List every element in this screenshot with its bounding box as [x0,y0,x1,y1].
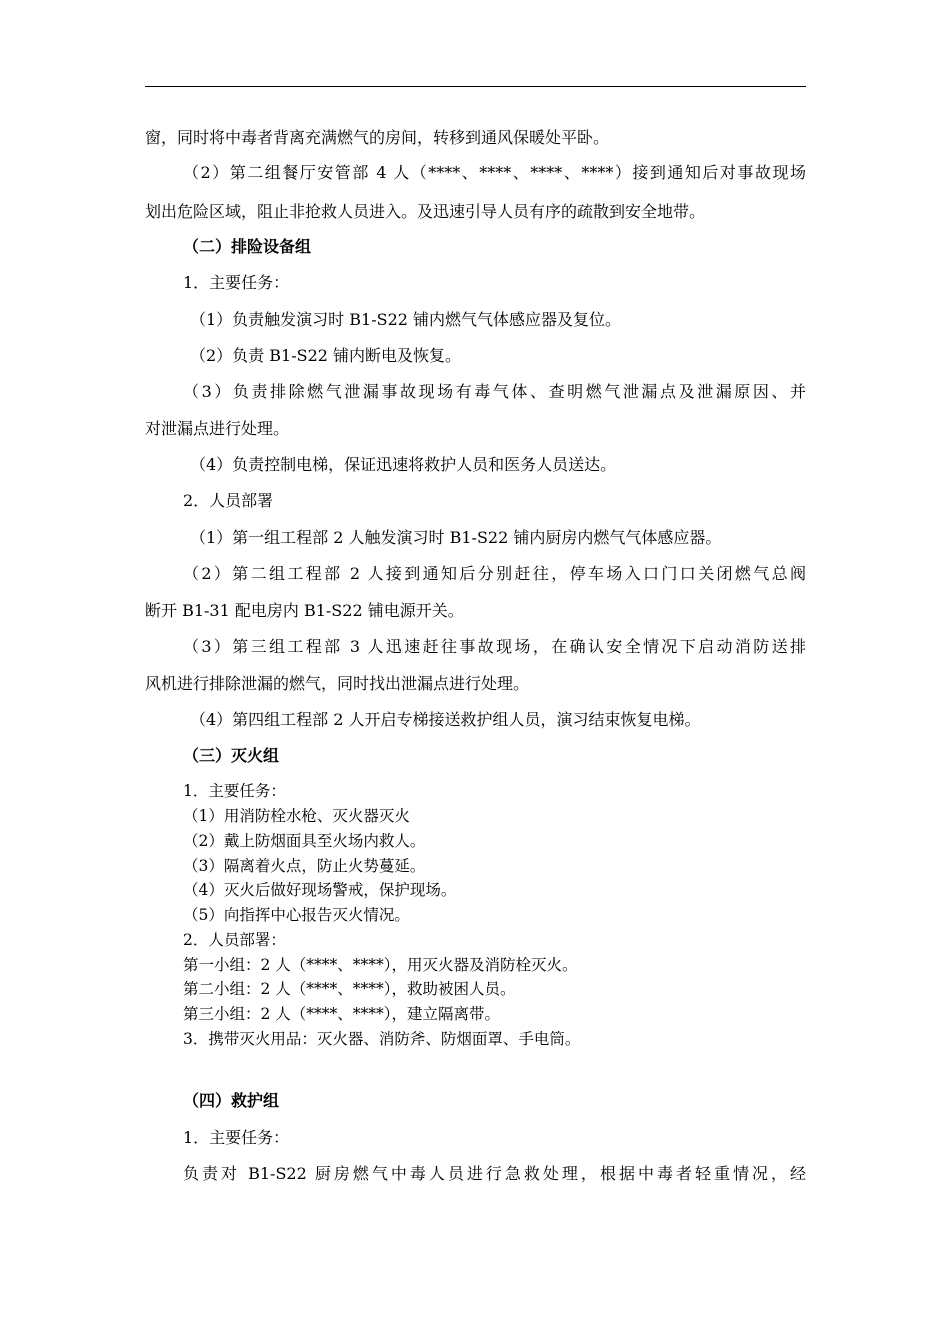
paragraph-line: 1．主要任务： [183,782,286,800]
paragraph-line: （4）第四组工程部 2 人开启专梯接送救护组人员，演习结束恢复电梯。 [190,710,701,729]
paragraph-line: （2）负责 B1-S22 铺内断电及恢复。 [190,346,462,365]
paragraph-line: （4）负责控制电梯，保证迅速将救护人员和医务人员送达。 [190,455,617,474]
paragraph-line: 2．人员部署 [183,491,274,510]
paragraph-line: （5）向指挥中心报告灭火情况。 [183,906,410,924]
paragraph-line: 第一小组：2 人（****、****），用灭火器及消防栓灭火。 [183,956,578,974]
paragraph-line: 3．携带灭火用品：灭火器、消防斧、防烟面罩、手电筒。 [183,1030,581,1048]
paragraph-line: 对泄漏点进行处理。 [145,419,290,438]
paragraph-line: （1）第一组工程部 2 人触发演习时 B1-S22 铺内厨房内燃气气体感应器。 [190,528,722,547]
paragraph-line: （3）负责排除燃气泄漏事故现场有毒气体、查明燃气泄漏点及泄漏原因、并 [183,382,806,401]
paragraph-line: 负责对 B1-S22 厨房燃气中毒人员进行急救处理，根据中毒者轻重情况，经 [183,1164,806,1183]
paragraph-line: 风机进行排除泄漏的燃气，同时找出泄漏点进行处理。 [145,674,530,693]
paragraph-line: （2）戴上防烟面具至火场内救人。 [183,832,426,850]
paragraph-line: 断开 B1-31 配电房内 B1-S22 铺电源开关。 [145,601,464,620]
paragraph-line: （3）隔离着火点，防止火势蔓延。 [183,857,426,875]
paragraph-line: （1）负责触发演习时 B1-S22 铺内燃气气体感应器及复位。 [190,310,622,329]
paragraph-line: 第二小组：2 人（****、****），救助被困人员。 [183,980,516,998]
paragraph-line: （1）用消防栓水枪、灭火器灭火 [183,807,410,825]
header-rule [145,86,806,87]
paragraph-line: （2）第二组工程部 2 人接到通知后分别赶往，停车场入口门口关闭燃气总阀 [183,564,806,583]
section-heading-2: （二）排险设备组 [183,237,312,256]
paragraph-line: 2．人员部署： [183,931,286,949]
paragraph-line: （3）第三组工程部 3 人迅速赶往事故现场，在确认安全情况下启动消防送排 [183,637,806,656]
paragraph-line: 划出危险区域，阻止非抢救人员进入。及迅速引导人员有序的疏散到安全地带。 [145,202,706,221]
section-heading-4: （四）救护组 [183,1091,280,1110]
paragraph-line: 第三小组：2 人（****、****），建立隔离带。 [183,1005,501,1023]
paragraph-line: 1．主要任务： [183,1128,290,1147]
paragraph-line: （4）灭火后做好现场警戒，保护现场。 [183,881,457,899]
paragraph-line: 窗，同时将中毒者背离充满燃气的房间，转移到通风保暖处平卧。 [145,128,610,147]
paragraph-line: 1．主要任务： [183,273,290,292]
section-heading-3: （三）灭火组 [183,746,280,765]
paragraph-line: （2）第二组餐厅安管部 4 人（****、****、****、****）接到通知后对事故现场 [183,163,806,182]
